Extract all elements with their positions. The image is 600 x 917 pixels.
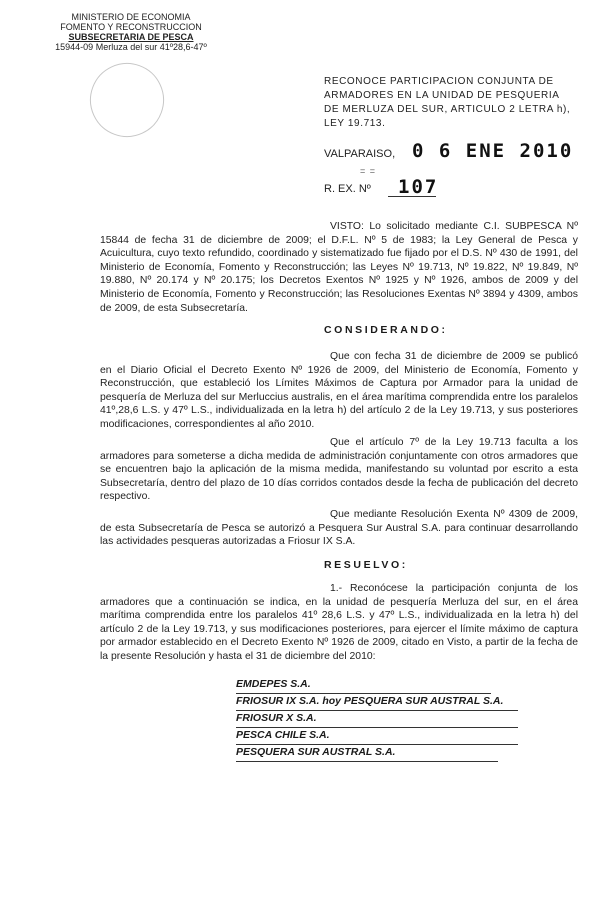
considerando-paragraph-3: Que mediante Resolución Exenta Nº 4309 de 2009, de esta Subsecretaría de Pesca se autorizó a Pesquera Sur Austral S.A. para continuar desarrollando las actividades pesqueras autorizadas a Friosur IX S.A. bbox=[100, 509, 578, 548]
resuelvo-paragraph: 1.- Reconócese la participación conjunta de los armadores que a continuación se indica, en la unidad de pesquería Merluza del sur, en el área marítima comprendida entre los paralelos 41º 28,6 L.S. y 47º L.S., individualizada en la letra h) del artículo 2 de la Ley 19.713, y sus modificaciones posteriores, para ejercer el límite máximo de captura por armador establecido en el Decreto Exento Nº 1926 de 2009, citado en Visto, a partir de la fecha de la presente Resolución y hasta el 31 de diciembre del 2010: bbox=[100, 583, 578, 662]
armador-item: FRIOSUR X S.A. bbox=[236, 712, 526, 729]
resolution-number-label: R. EX. Nº bbox=[324, 183, 371, 195]
considerando-paragraph-2: Que el artículo 7º de la Ley 19.713 faculta a los armadores para someterse a dicha medida de administración conjuntamente con otros armadores que se encuentren bajo la aplicación de la misma medida, manifestando su voluntad por escrito a esta Subsecretaría, dentro del plazo de 10 días corridos contados desde la fecha de publicación del decreto respectivo. bbox=[100, 437, 578, 503]
place-label: VALPARAISO, bbox=[324, 148, 396, 160]
ministry-header bbox=[36, 12, 226, 52]
armador-item: PESCA CHILE S.A. bbox=[236, 729, 526, 746]
armador-item: PESQUERA SUR AUSTRAL S.A. bbox=[236, 746, 526, 763]
ministry-line-1: MINISTERIO DE ECONOMIA bbox=[71, 12, 191, 22]
armadores-list bbox=[236, 678, 526, 763]
armador-item: FRIOSUR IX S.A. hoy PESQUERA SUR AUSTRAL S.A. bbox=[236, 695, 526, 712]
stamped-date: 0 6 ENE 2010 bbox=[412, 140, 574, 162]
resuelvo-heading: RESUELVO: bbox=[324, 559, 408, 571]
resolution-subject: RECONOCE PARTICIPACION CONJUNTA DE ARMADORES EN LA UNIDAD DE PESQUERIA DE MERLUZA DEL SUR, ARTICULO 2 LETRA h), LEY 19.713. bbox=[324, 76, 571, 129]
file-reference-line: 15944-09 Merluza del sur 41º28,6-47º bbox=[55, 42, 207, 52]
considerando-heading: CONSIDERANDO: bbox=[324, 324, 448, 336]
subsecretaria-line: SUBSECRETARIA DE PESCA bbox=[68, 32, 194, 42]
resolution-number: 107 bbox=[398, 176, 439, 198]
faint-stamp-seal bbox=[78, 51, 176, 149]
considerando-paragraph-1: Que con fecha 31 de diciembre de 2009 se publicó en el Diario Oficial el Decreto Exento Nº 1926 de 2009, del Ministerio de Economía, Fomento y Reconstrucción, que estableció los Límites Máximos de Captura por Armador para la unidad de pesquería de Merluza del sur Merluccius australis, en el área marítima comprendida entre los paralelos 41º,28,6 L.S. y 47º L.S., individualizada en la letra h) del artículo 2 de la Ley 19.713, y sus posteriores modificaciones, correspondientes al año 2010. bbox=[100, 351, 578, 430]
armador-item: EMDEPES S.A. bbox=[236, 678, 526, 695]
handwritten-marks: = = bbox=[360, 166, 377, 176]
visto-paragraph: VISTO: Lo solicitado mediante C.I. SUBPESCA Nº 15844 de fecha 31 de diciembre de 2009; el D.F.L. Nº 5 de 1983; la Ley General de Pesca y Acuicultura, cuyo texto refundido, coordinado y sistematizado fue fijado por el D.S. Nº 430 de 1991, del Ministerio de Economía, Fomento y Reconstrucción; las Leyes Nº 19.713, Nº 19.822, Nº 19.849, Nº 19.880, Nº 20.174 y Nº 20.175; los Decretos Exentos Nº 1925 y Nº 1926, ambos de 2009 y del Ministerio de Economía, Fomento y Reconstrucción; las Resoluciones Exentas Nº 3894 y 4309, ambos de 2009, de esta Subsecretaría. bbox=[100, 221, 578, 314]
ministry-line-2: FOMENTO Y RECONSTRUCCION bbox=[60, 22, 202, 32]
